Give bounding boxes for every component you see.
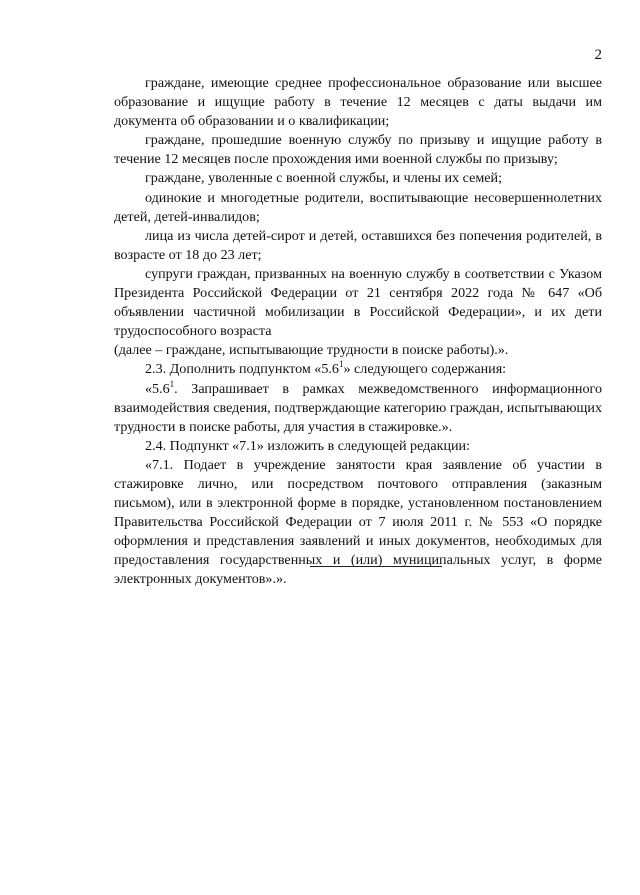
paragraph-definition: (далее – граждане, испытывающие трудности в поиске работы).». xyxy=(114,342,509,359)
document-body xyxy=(114,74,602,590)
paragraph-2-4: 2.4. Подпункт «7.1» изложить в следующей редакции: xyxy=(145,437,470,454)
text-segment: «5.6 xyxy=(145,380,170,397)
text-segment: 2.3. Дополнить подпунктом «5.6 xyxy=(145,361,339,378)
paragraph-conscripts: граждане, прошедшие военную службу по призыву и ищущие работу в течение 12 месяцев после прохождения ими военной службы по призыву; xyxy=(114,132,602,168)
superscript: 1 xyxy=(338,359,344,370)
page-number: 2 xyxy=(594,47,602,63)
end-of-document-rule xyxy=(310,566,442,567)
paragraph-2-3 xyxy=(114,360,602,379)
paragraph-orphans: лица из числа детей-сирот и детей, оставшихся без попечения родителей, в возрасте от 18 до 23 лет; xyxy=(114,227,602,263)
paragraph-7-1: «7.1. Подает в учреждение занятости края заявление об участии в стажировке лично, или посредством почтового отправления (заказным письмом), или в электронной форме в порядке, установленном постановлением Правительства Российской Федерации от 7 июля 2011 г. № 553 «О порядке оформления и представления заявлений и иных документов, необходимых для предоставления государственных и (или) муниципальных услуг, в форме электронных документов».». xyxy=(114,456,602,588)
text-segment: . Запрашивает в рамках межведомственного информационного взаимодействия сведения, подтверждающие категорию граждан, испытывающих трудности в поиске работы, для участия в стажировке.». xyxy=(114,380,602,435)
paragraph-discharged: граждане, уволенные с военной службы, и члены их семей; xyxy=(145,170,502,187)
paragraph-5-6-1 xyxy=(114,380,602,437)
text-segment: » следующего содержания: xyxy=(343,361,507,378)
paragraph-spouses: супруги граждан, призванных на военную службу в соответствии с Указом Президента Российской Федерации от 21 сентября 2022 года № 647 «Об объявлении частичной мобилизации в Российской Федерации», и их дети трудоспособного возраста xyxy=(114,265,602,340)
superscript: 1 xyxy=(169,378,175,389)
paragraph-graduates: граждане, имеющие среднее профессиональное образование или высшее образование и ищущие работу в течение 12 месяцев с даты выдачи им документа об образовании и о квалификации; xyxy=(114,75,602,130)
paragraph-parents: одинокие и многодетные родители, воспитывающие несовершеннолетних детей, детей-инвалидов; xyxy=(114,189,602,225)
